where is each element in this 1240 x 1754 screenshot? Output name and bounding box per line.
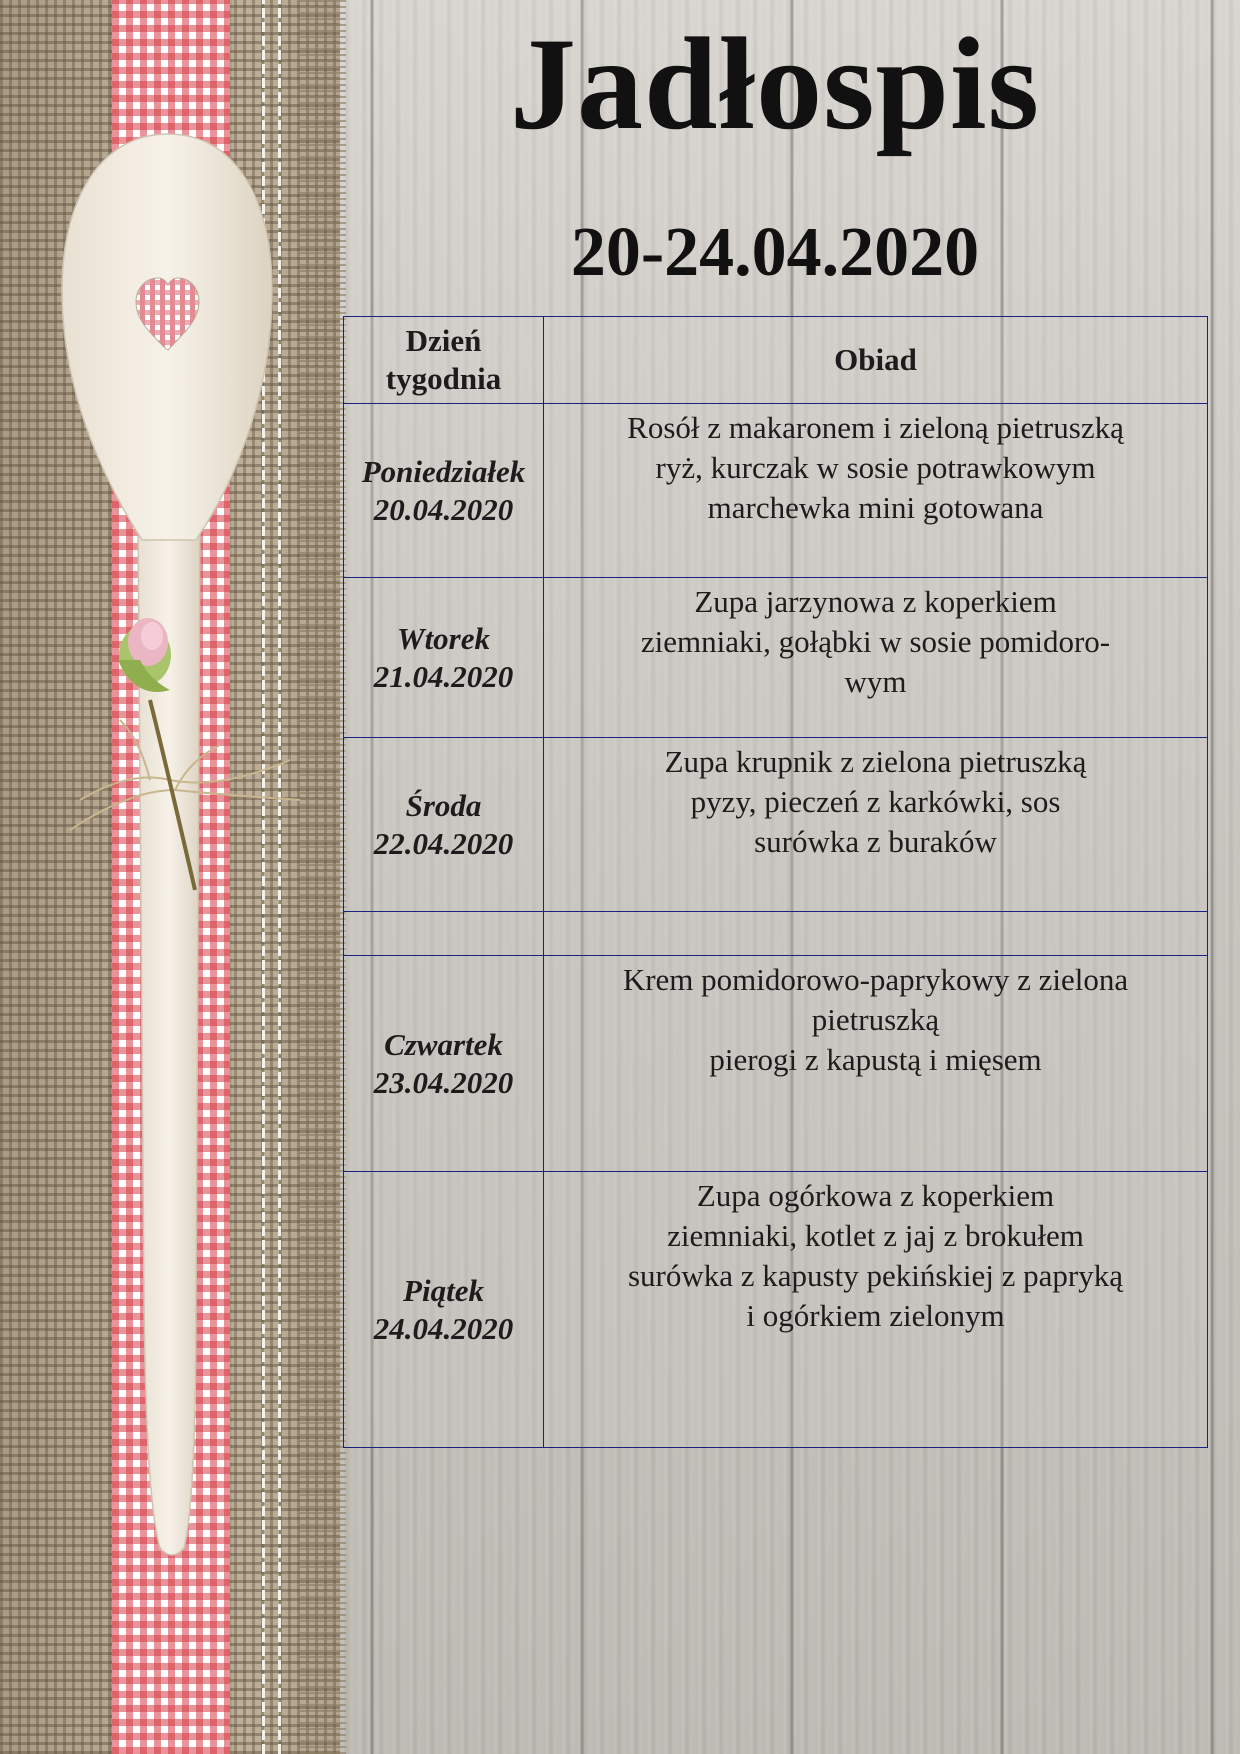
day-date: 23.04.2020: [373, 1064, 514, 1100]
meal-line: pierogi z kapustą i mięsem: [709, 1042, 1042, 1077]
day-cell: [344, 956, 544, 1172]
meal-line: ziemniaki, kotlet z jaj z brokułem: [667, 1218, 1084, 1253]
meal-cell: [544, 404, 1208, 578]
table-row-spacer: [344, 912, 1208, 956]
meal-line: surówka z kapusty pekińskiej z papryką: [627, 1258, 1123, 1293]
table-row-thursday: [344, 956, 1208, 1172]
table-row-tuesday: [344, 578, 1208, 738]
table-row-friday: [344, 1172, 1208, 1448]
empty-cell: [544, 912, 1208, 956]
meal-line: marchewka mini gotowana: [707, 490, 1044, 525]
meal-line: ryż, kurczak w sosie potrawkowym: [655, 450, 1096, 485]
day-date: 21.04.2020: [373, 658, 514, 694]
meal-line: Zupa jarzynowa z koperkiem: [694, 584, 1057, 619]
menu-table: [343, 316, 1208, 1448]
day-name: Środa: [405, 787, 482, 823]
meal-line: surówka z buraków: [754, 824, 997, 859]
meal-cell: [544, 578, 1208, 738]
meal-line: Zupa krupnik z zielona pietruszką: [664, 744, 1087, 779]
meal-line: Krem pomidorowo-paprykowy z zielona: [622, 962, 1129, 997]
meal-line: pyzy, pieczeń z karkówki, sos: [690, 784, 1061, 819]
meal-line: i ogórkiem zielonym: [746, 1298, 1005, 1333]
day-cell: [344, 1172, 544, 1448]
meal-line: ziemniaki, gołąbki w sosie pomidoro-: [640, 624, 1111, 659]
meal-line: wym: [844, 664, 907, 699]
day-cell: [344, 738, 544, 912]
meal-cell: [544, 1172, 1208, 1448]
day-name: Piątek: [403, 1272, 484, 1308]
header-lunch: Obiad: [544, 317, 1208, 404]
header-day-of-week: Dzień tygodnia: [344, 317, 544, 404]
meal-line: Rosół z makaronem i zieloną pietruszką: [627, 410, 1124, 445]
table-header-row: [344, 317, 1208, 404]
day-date: 24.04.2020: [373, 1310, 514, 1346]
day-cell: [344, 404, 544, 578]
wooden-spoon-with-heart-icon: [0, 0, 340, 1754]
table-row-monday: [344, 404, 1208, 578]
day-date: 22.04.2020: [373, 825, 514, 861]
day-name: Czwartek: [384, 1026, 503, 1062]
meal-line: pietruszką: [811, 1002, 940, 1037]
meal-line: Zupa ogórkowa z koperkiem: [696, 1178, 1055, 1213]
day-date: 20.04.2020: [373, 491, 514, 527]
day-cell: [344, 578, 544, 738]
page-title: Jadłospis: [510, 10, 1040, 157]
week-date-range: 20-24.04.2020: [570, 214, 980, 291]
meal-cell: [544, 956, 1208, 1172]
meal-cell: [544, 738, 1208, 912]
table-row-wednesday: [344, 738, 1208, 912]
day-name: Wtorek: [397, 620, 490, 656]
empty-cell: [344, 912, 544, 956]
day-name: Poniedziałek: [361, 453, 526, 489]
